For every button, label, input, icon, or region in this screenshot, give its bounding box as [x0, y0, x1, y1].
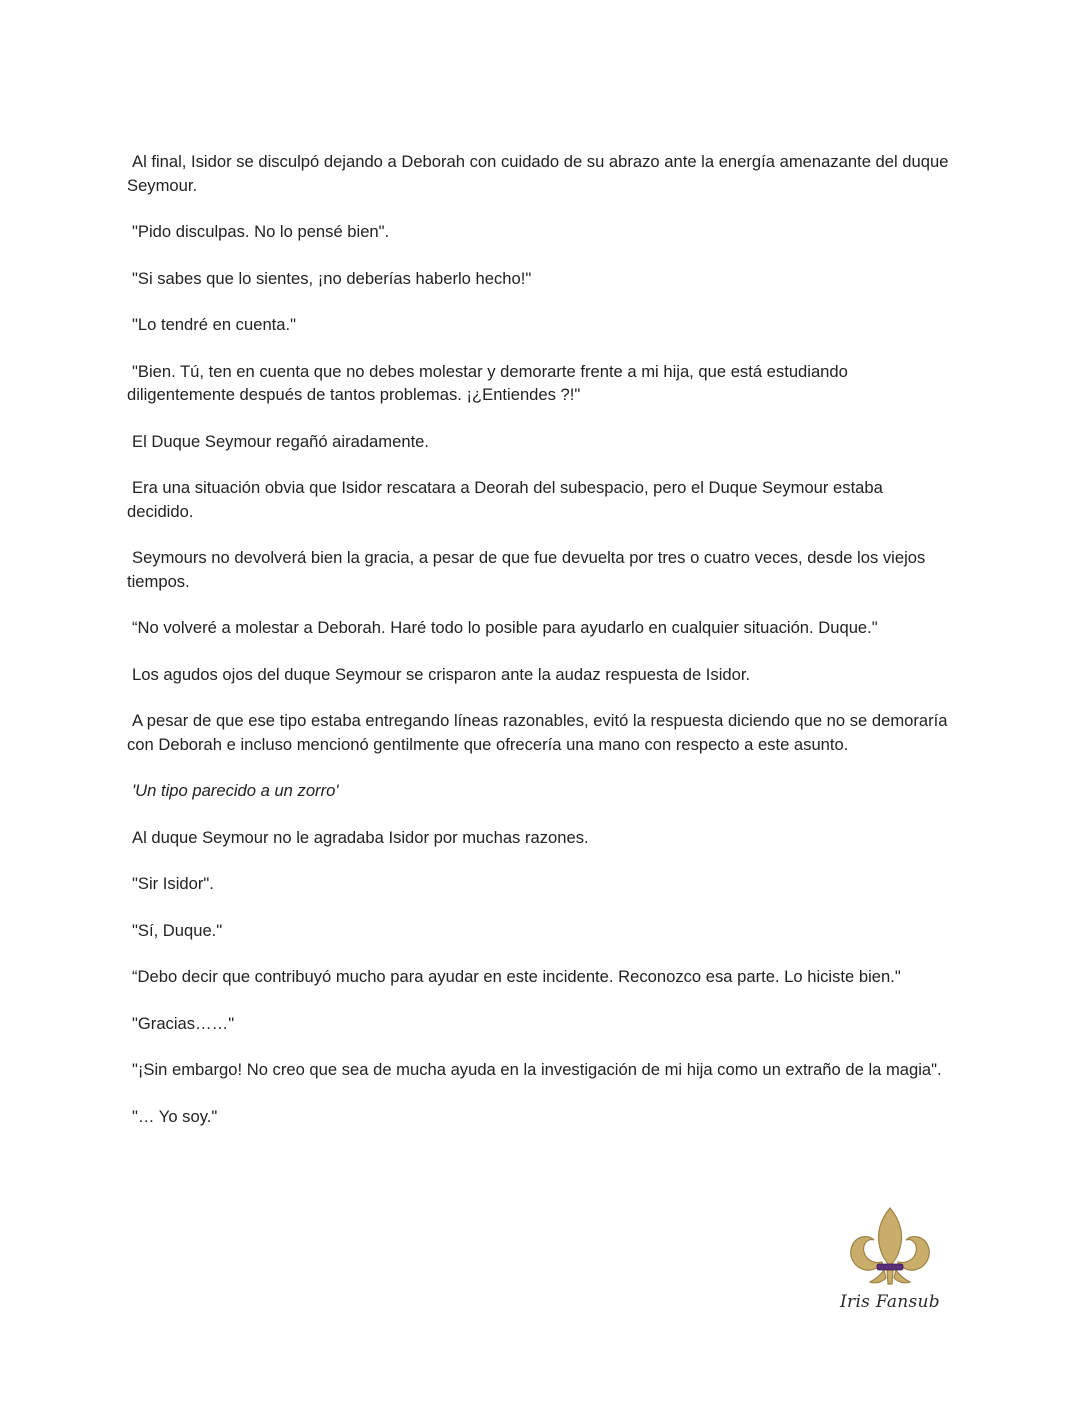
- paragraph: Seymours no devolverá bien la gracia, a pesar de que fue devuelta por tres o cuatro veces, desde los viejos tiempos.: [127, 548, 926, 591]
- paragraph: A pesar de que ese tipo estaba entregando líneas razonables, evitó la respuesta diciendo que no se demoraría con Deborah e incluso mencionó gentilmente que ofrecería una mano con respecto a este asunto.: [127, 711, 948, 754]
- paragraph: Al duque Seymour no le agradaba Isidor por muchas razones.: [132, 827, 589, 847]
- paragraph: El Duque Seymour regañó airadamente.: [132, 431, 430, 451]
- document-body: [127, 150, 953, 1151]
- paragraph: "Gracias……": [132, 1013, 235, 1033]
- paragraph: "¡Sin embargo! No creo que sea de mucha ayuda en la investigación de mi hija como un extraño de la magia".: [132, 1060, 942, 1079]
- paragraph: Los agudos ojos del duque Seymour se crisparon ante la audaz respuesta de Isidor.: [132, 664, 751, 684]
- paragraph: "Lo tendré en cuenta.": [132, 315, 297, 334]
- paragraph: "Sir Isidor".: [132, 874, 214, 893]
- paragraph: 'Un tipo parecido a un zorro': [132, 781, 339, 800]
- paragraph: "Bien. Tú, ten en cuenta que no debes molestar y demorarte frente a mi hija, que está estudiando diligentemente después de tantos problemas. ¡¿Entiendes ?!": [127, 361, 848, 404]
- paragraph: "Pido disculpas. No lo pensé bien".: [132, 222, 390, 241]
- logo-text: Iris Fansub: [840, 1292, 940, 1312]
- fansub-logo: [838, 1206, 942, 1318]
- paragraph: "Si sabes que lo sientes, ¡no deberías haberlo hecho!": [132, 268, 532, 288]
- paragraph: "… Yo soy.": [132, 1106, 218, 1126]
- paragraph: Al final, Isidor se disculpó dejando a Deborah con cuidado de su abrazo ante la energía amenazante del duque Seymour.: [127, 152, 949, 195]
- fleur-de-lis-icon: [844, 1206, 936, 1290]
- paragraph: "Sí, Duque.": [132, 920, 223, 940]
- paragraph: Era una situación obvia que Isidor rescatara a Deorah del subespacio, pero el Duque Seymour estaba decidido.: [127, 478, 883, 521]
- paragraph: “No volveré a molestar a Deborah. Haré todo lo posible para ayudarlo en cualquier situación. Duque.": [132, 618, 878, 637]
- paragraph: “Debo decir que contribuyó mucho para ayudar en este incidente. Reconozco esa parte. Lo hiciste bien.": [132, 967, 901, 986]
